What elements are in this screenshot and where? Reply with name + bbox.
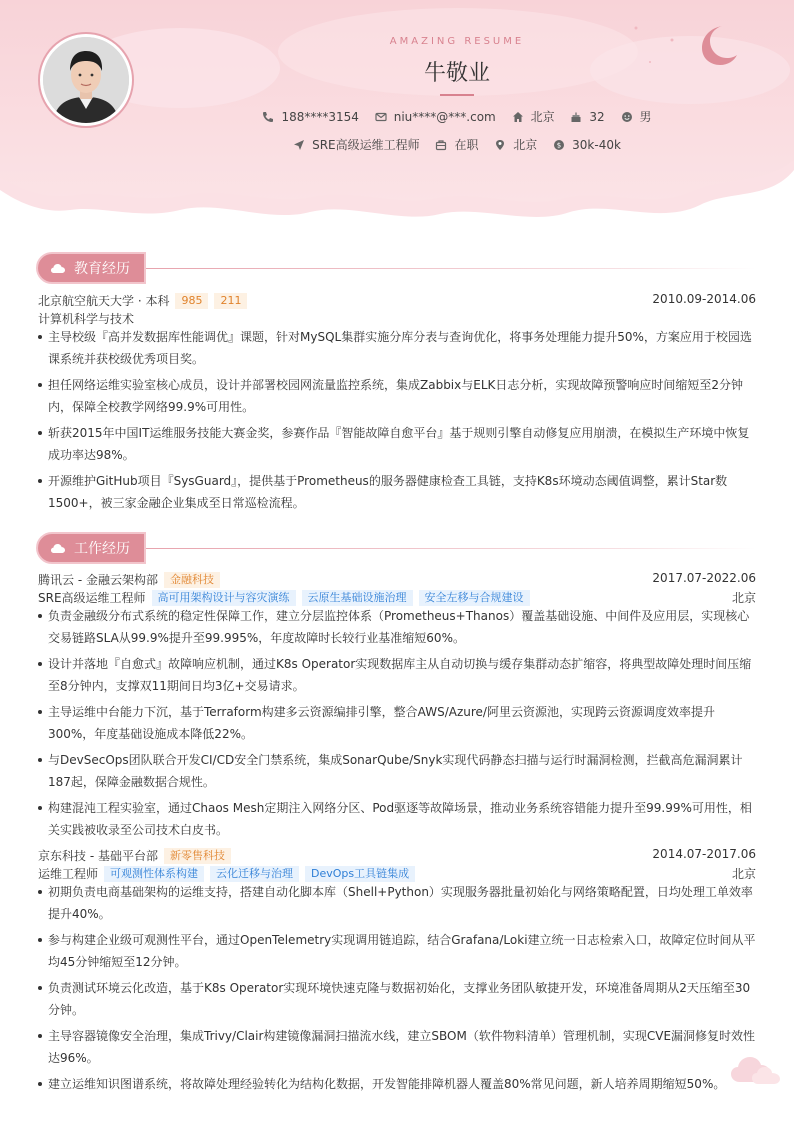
send-icon (293, 139, 305, 151)
job-location: 北京 (731, 867, 756, 881)
list-item: 建立运维知识图谱系统，将故障处理经验转化为结构化数据，开发智能排障机器人覆盖80%常见问题，新人培养周期缩短50%。 (38, 1073, 756, 1095)
section-pill (36, 252, 146, 284)
job-intent-row (0, 136, 794, 154)
skill-tag: 高可用架构设计与容灾演练 (152, 590, 296, 606)
target-role-text: SRE高级运维工程师 (312, 138, 420, 152)
company-name: 京东科技 - 基础平台部 (38, 849, 158, 863)
candidate-name: 牛敬业 (423, 61, 490, 86)
location-icon (494, 139, 506, 151)
target-city-item (494, 136, 537, 153)
skill-tag: DevOps工具链集成 (305, 866, 415, 882)
salary-item (553, 138, 621, 152)
city-text: 北京 (530, 110, 555, 124)
skill-tag: 安全左移与合规建设 (419, 590, 530, 606)
svg-text:$: $ (556, 141, 562, 150)
company-tag: 新零售科技 (164, 848, 231, 864)
section-pill (36, 532, 146, 564)
list-item: 与DevSecOps团队联合开发CI/CD安全门禁系统，集成SonarQube/Snyk实现代码静态扫描与运行时漏洞检测，拦截高危漏洞累计187起，保障金融数据合规性。 (38, 749, 756, 793)
gender-item (621, 108, 652, 125)
section-divider (146, 548, 756, 549)
status-icon (435, 139, 447, 151)
cloud-icon (50, 542, 66, 554)
section-title-text: 工作经历 (74, 541, 130, 557)
job-bullets (38, 881, 756, 1099)
email-text: niu****@***.com (393, 109, 496, 124)
skill-tag: 可观测性体系构建 (104, 866, 204, 882)
education-bullets (38, 326, 756, 518)
company-name: 腾讯云 - 金融云架构部 (38, 573, 158, 587)
job-bullets (38, 605, 756, 845)
skill-tag: 云原生基础设施治理 (302, 590, 413, 606)
list-item: 主导校级『高并发数据库性能调优』课题，针对MySQL集群实施分库分表与查询优化，将事务处理能力提升50%，方案应用于校园选课系统并获校级优秀项目奖。 (38, 326, 756, 370)
job-role: SRE高级运维工程师 (38, 591, 146, 605)
cloud-icon (50, 262, 66, 274)
list-item: 设计并落地『自愈式』故障响应机制，通过K8s Operator实现数据库主从自动切换与缓存集群动态扩缩容，将典型故障处理时间压缩至8分钟内，支撑双11期间日均3亿+交易请求。 (38, 653, 756, 697)
list-item: 斩获2015年中国IT运维服务技能大赛金奖，参赛作品『智能故障自愈平台』基于规则引擎自动修复应用崩溃，在模拟生产环境中恢复成功率达98%。 (38, 422, 756, 466)
target-city-text: 北京 (513, 138, 538, 152)
decorative-cloud-icon (728, 1046, 784, 1086)
home-icon (512, 111, 524, 123)
list-item: 负责金融级分布式系统的稳定性保障工作，建立分层监控体系（Prometheus+Thanos）覆盖基础设施、中间件及应用层，实现核心交易链路SLA从99.9%提升至99.995%，年度故障时长较行业基准缩短60%。 (38, 605, 756, 649)
school-name: 北京航空航天大学 · 本科 (38, 294, 170, 308)
section-divider (146, 268, 756, 269)
education-date: 2010.09-2014.06 (652, 292, 756, 306)
school-tag: 985 (175, 293, 208, 309)
school-tag: 211 (214, 293, 247, 309)
email-item (375, 110, 496, 124)
list-item: 担任网络运维实验室核心成员，设计并部署校园网流量监控系统，集成Zabbix与ELK日志分析，实现故障预警响应时间缩短至2分钟内，保障全校教学网络99.9%可用性。 (38, 374, 756, 418)
phone-text: 188****3154 (281, 109, 359, 124)
name-underline (440, 94, 474, 96)
list-item: 初期负责电商基础架构的运维支持，搭建自动化脚本库（Shell+Python）实现服务器批量初始化与网络策略配置，日均处理工单效率提升40%。 (38, 881, 756, 925)
job-status-text: 在职 (454, 138, 479, 152)
job-entry-head (38, 847, 756, 865)
list-item: 主导容器镜像安全治理，集成Trivy/Clair构建镜像漏洞扫描流水线，建立SBOM（软件物料清单）管理机制，实现CVE漏洞修复时效性达96%。 (38, 1025, 756, 1069)
tagline: AMAZING RESUME (389, 36, 525, 47)
job-entry-head (38, 571, 756, 589)
age-item (570, 110, 604, 124)
smile-icon (621, 111, 633, 123)
education-entry-head (38, 292, 756, 310)
list-item: 构建混沌工程实验室，通过Chaos Mesh定期注入网络分区、Pod驱逐等故障场景，推动业务系统容错能力提升至99.99%可用性，相关实践被收录至公司技术白皮书。 (38, 797, 756, 841)
salary-icon (553, 139, 565, 151)
job-location: 北京 (731, 591, 756, 605)
list-item: 开源维护GitHub项目『SysGuard』，提供基于Prometheus的服务器健康检查工具链，支持K8s环境动态阈值调整，累计Star数1500+，被三家金融企业集成至日常巡检流程。 (38, 470, 756, 514)
list-item: 参与构建企业级可观测性平台，通过OpenTelemetry实现调用链追踪，结合Grafana/Loki建立统一日志检索入口，故障定位时间从平均45分钟缩短至12分钟。 (38, 929, 756, 973)
cake-icon (570, 111, 582, 123)
phone-icon (262, 111, 274, 123)
target-role-item (293, 136, 420, 153)
list-item: 负责测试环境云化改造，基于K8s Operator实现环境快速克隆与数据初始化，支撑业务团队敏捷开发，环境准备周期从2天压缩至30分钟。 (38, 977, 756, 1021)
phone-item (262, 110, 358, 124)
education-section-title (36, 252, 756, 284)
contact-row (0, 108, 794, 126)
city-item (512, 108, 555, 125)
major: 计算机科学与技术 (38, 312, 135, 326)
section-title-text: 教育经历 (74, 261, 130, 277)
job-date: 2017.07-2022.06 (652, 571, 756, 585)
resume-header (0, 0, 794, 230)
gender-text: 男 (639, 110, 652, 124)
mail-icon (375, 111, 387, 123)
company-tag: 金融科技 (164, 572, 220, 588)
age-text: 32 (589, 109, 605, 124)
job-role: 运维工程师 (38, 867, 99, 881)
work-section-title (36, 532, 756, 564)
job-date: 2014.07-2017.06 (652, 847, 756, 861)
skill-tag: 云化迁移与治理 (210, 866, 299, 882)
salary-text: 30k-40k (572, 137, 621, 152)
job-status-item (435, 136, 478, 153)
list-item: 主导运维中台能力下沉，基于Terraform构建多云资源编排引擎，整合AWS/Azure/阿里云资源池，实现跨云资源调度效率提升300%，年度基础设施成本降低22%。 (38, 701, 756, 745)
